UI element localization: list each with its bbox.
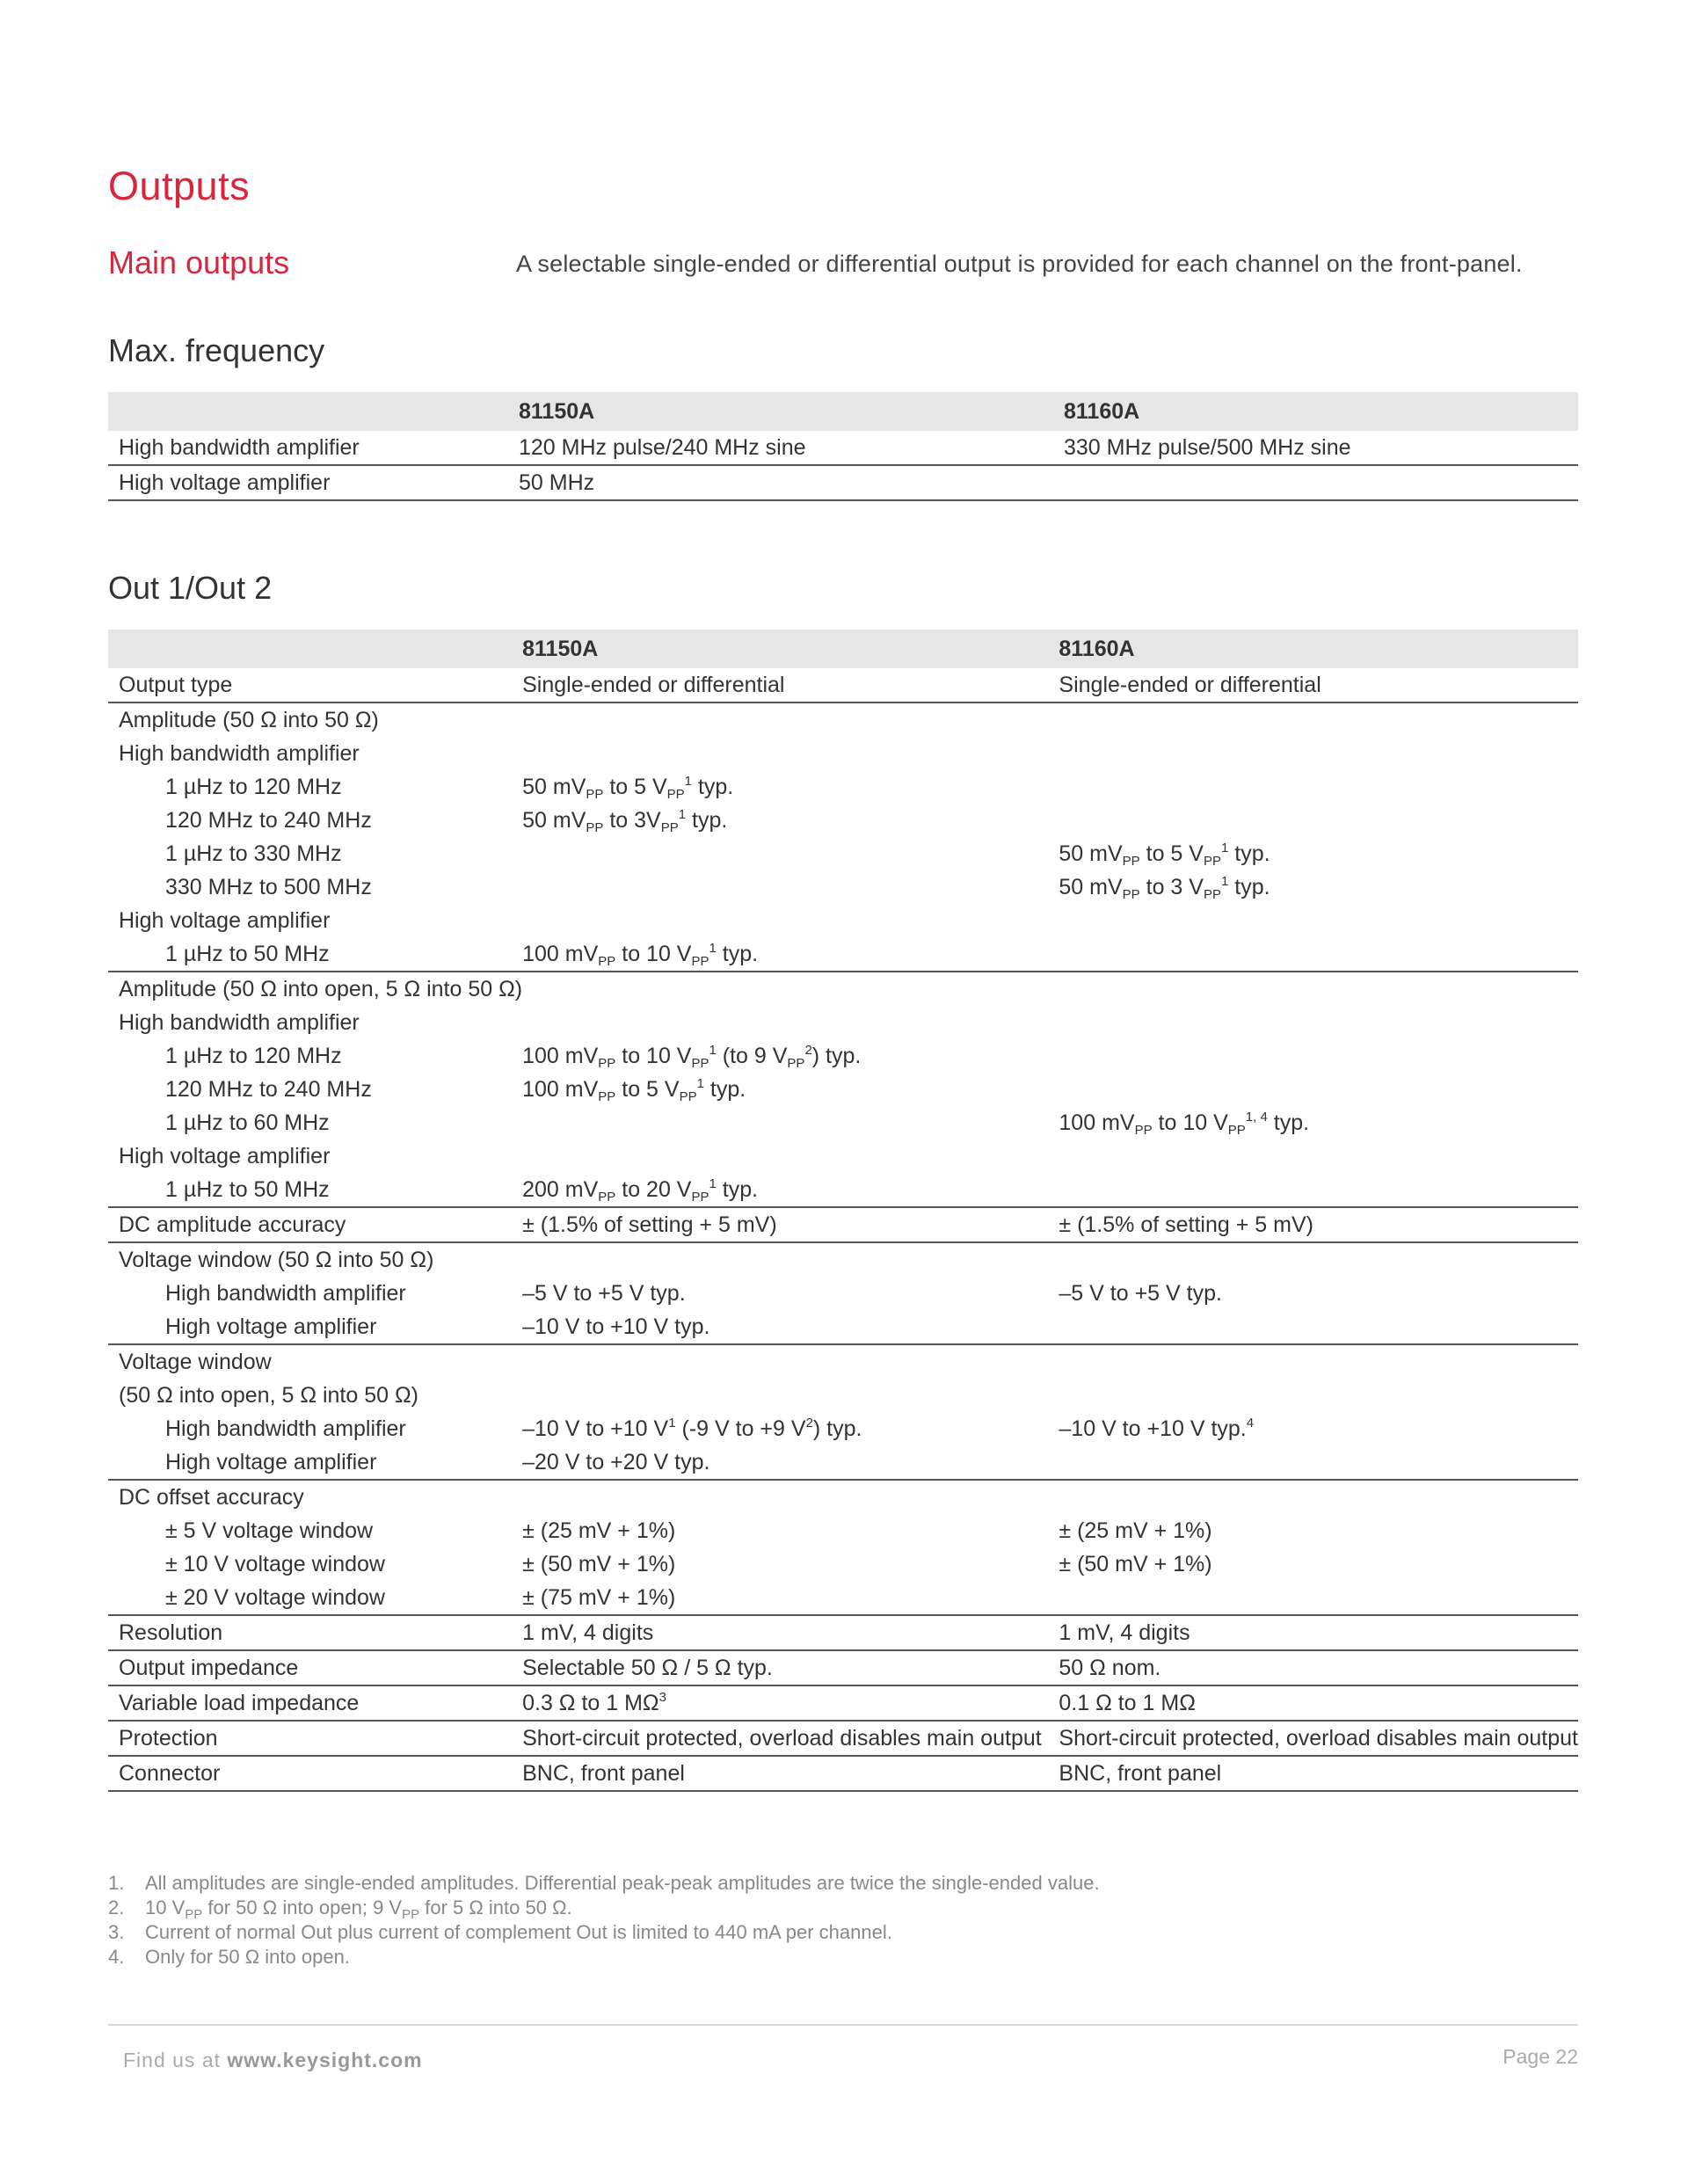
row-label: Connector xyxy=(119,1761,221,1786)
table-row-voltage-window-50 xyxy=(108,1242,1578,1344)
row-label: High voltage amplifier xyxy=(119,470,331,495)
footnote: 4. Only for 50 Ω into open. xyxy=(108,1946,350,1968)
sub-label: 1 µHz to 120 MHz xyxy=(165,775,342,799)
cell-81150a: ± (75 mV + 1%) xyxy=(522,1585,676,1610)
row-label: Output impedance xyxy=(119,1656,299,1680)
page-number: Page 22 xyxy=(1502,2045,1578,2068)
sub-label: High bandwidth amplifier xyxy=(165,1281,406,1306)
sub-label: 1 µHz to 330 MHz xyxy=(165,841,342,866)
header-cell: 81160A xyxy=(1064,392,1578,431)
sub-label: ± 5 V voltage window xyxy=(165,1518,374,1543)
cell-81160a: 1 mV, 4 digits xyxy=(1059,1620,1190,1645)
row-label: Amplitude (50 Ω into 50 Ω) xyxy=(119,708,379,732)
cell-81150a: 50 MHz xyxy=(519,470,595,495)
row-label: High bandwidth amplifier xyxy=(119,435,360,460)
row-label: Variable load impedance xyxy=(119,1691,360,1715)
sub-label: ± 10 V voltage window xyxy=(165,1552,385,1576)
table-row-voltage-window-open xyxy=(108,1344,1578,1480)
section-heading: Main outputs xyxy=(108,244,290,280)
cell-81150a: 200 $mV_{PP}$ to 20 $V_{PP}^1$ typ. xyxy=(522,1176,759,1205)
sub-label: 120 MHz to 240 MHz xyxy=(165,808,372,833)
cell-81150a: 100 $mV_{PP}$ to 5 $V_{PP}^1$ typ. xyxy=(522,1076,746,1104)
row-label: DC offset accuracy xyxy=(119,1485,304,1510)
footnote: 1. All amplitudes are single-ended amplitudes. Differential peak-peak amplitudes are twice the single-ended value. xyxy=(108,1872,1100,1894)
row-label: Resolution xyxy=(119,1620,223,1645)
cell-81150a: BNC, front panel xyxy=(522,1761,685,1786)
cell-81150a: Single-ended or differential xyxy=(522,673,785,697)
footnotes xyxy=(108,1871,1100,1969)
cell-81160a: 330 MHz pulse/500 MHz sine xyxy=(1064,435,1351,460)
header-cell xyxy=(108,630,522,668)
cell-81150a: –10 V to +10 V typ. xyxy=(522,1314,710,1339)
sub-label: High bandwidth amplifier xyxy=(165,1416,406,1441)
sub-label: High voltage amplifier xyxy=(165,1450,377,1474)
table-row-amplitude-open xyxy=(108,972,1578,1207)
cell-81160a: ± (1.5% of setting + 5 mV) xyxy=(1059,1212,1313,1237)
page-title: Outputs xyxy=(108,164,251,208)
table-row-output-type xyxy=(108,668,1578,703)
sub-label: 1 µHz to 120 MHz xyxy=(165,1044,342,1068)
out12-heading: Out 1/Out 2 xyxy=(108,570,273,606)
cell-81160a: 50 $mV_{PP}$ to 3 $V_{PP}^1$ typ. xyxy=(1059,874,1270,902)
cell-81150a: 100 $mV_{PP}$ to 10 $V_{PP}^1$ (to 9 $V_{PP}^2$) typ. xyxy=(522,1043,862,1071)
table-header xyxy=(108,630,1578,668)
footnote: 3. Current of normal Out plus current of complement Out is limited to 440 mA per channel. xyxy=(108,1921,892,1943)
cell-81150a: ± (25 mV + 1%) xyxy=(522,1518,676,1543)
table-row-amplitude-50 xyxy=(108,703,1578,972)
sub-label: 1 µHz to 60 MHz xyxy=(165,1110,330,1135)
table-row-connector xyxy=(108,1756,1578,1791)
table-row-dc-offset-accuracy xyxy=(108,1480,1578,1615)
cell-81160a: –10 V to +10 V typ.$^4$ xyxy=(1059,1416,1255,1441)
cell-81150a: 100 $mV_{PP}$ to 10 $V_{PP}^1$ typ. xyxy=(522,941,759,969)
cell-81150a: 50 $mV_{PP}$ to 5 $V_{PP}^1$ typ. xyxy=(522,774,734,802)
cell-81150a: Short-circuit protected, overload disables main output xyxy=(522,1726,1042,1751)
cell-81160a: ± (25 mV + 1%) xyxy=(1059,1518,1212,1543)
max-frequency-heading: Max. frequency xyxy=(108,332,325,368)
footnote: 2. 10 $V_{PP}$ for 50 Ω into open; 9 $V_{PP}$ for 5 Ω into 50 Ω. xyxy=(108,1896,572,1922)
table-row-dc-amplitude-accuracy xyxy=(108,1207,1578,1242)
sub-label: High voltage amplifier xyxy=(119,1144,331,1168)
cell-81160a: ± (50 mV + 1%) xyxy=(1059,1552,1212,1576)
header-cell: 81160A xyxy=(1059,630,1578,668)
cell-81150a: ± (1.5% of setting + 5 mV) xyxy=(522,1212,777,1237)
table-row xyxy=(108,431,1578,465)
cell-81150a: ± (50 mV + 1%) xyxy=(522,1552,676,1576)
sub-label: High bandwidth amplifier xyxy=(119,1010,360,1035)
footer-divider xyxy=(108,2024,1578,2026)
row-label: DC amplitude accuracy xyxy=(119,1212,346,1237)
cell-81160a: 50 Ω nom. xyxy=(1059,1656,1161,1680)
cell-81160a: Short-circuit protected, overload disables main output xyxy=(1059,1726,1578,1751)
row-label: Voltage window xyxy=(119,1350,272,1374)
cell-81150a: –5 V to +5 V typ. xyxy=(522,1281,686,1306)
footer-find-us: Find us at www.keysight.com xyxy=(123,2049,423,2071)
sub-label: 1 µHz to 50 MHz xyxy=(165,942,330,966)
table-header xyxy=(108,392,1578,431)
footer-url-link[interactable]: www.keysight.com xyxy=(227,2049,423,2071)
sub-label: 120 MHz to 240 MHz xyxy=(165,1077,372,1102)
cell-81160a xyxy=(1064,466,1578,499)
cell-81150a: –10 V to +10 $V^1$ (-9 V to +9 $V^2$) typ. xyxy=(522,1416,862,1441)
sub-label: High voltage amplifier xyxy=(119,908,331,933)
table-row-variable-load-impedance xyxy=(108,1685,1578,1721)
cell-81160a: 50 $mV_{PP}$ to 5 $V_{PP}^1$ typ. xyxy=(1059,841,1270,869)
section-description: A selectable single-ended or differential output is provided for each channel on the front-panel. xyxy=(516,251,1523,277)
cell-81160a: 0.1 Ω to 1 MΩ xyxy=(1059,1691,1196,1715)
row-label: Output type xyxy=(119,673,233,697)
cell-81150a: 120 MHz pulse/240 MHz sine xyxy=(519,435,806,460)
sub-label: ± 20 V voltage window xyxy=(165,1585,385,1610)
row-label: Voltage window (50 Ω into 50 Ω) xyxy=(119,1248,434,1272)
cell-81160a: 100 $mV_{PP}$ to 10 $V_{PP}^{1, 4}$ typ. xyxy=(1059,1110,1310,1138)
cell-81160a: Single-ended or differential xyxy=(1059,673,1321,697)
cell-81150a: Selectable 50 Ω / 5 Ω typ. xyxy=(522,1656,773,1680)
cell-81150a: 50 $mV_{PP}$ to $3V_{PP}^1$ typ. xyxy=(522,807,728,835)
cell-81150a: 1 mV, 4 digits xyxy=(522,1620,654,1645)
sub-label: 1 µHz to 50 MHz xyxy=(165,1177,330,1202)
max-frequency-table xyxy=(108,392,1578,501)
sub-label: 330 MHz to 500 MHz xyxy=(165,875,372,899)
table-row xyxy=(108,465,1578,500)
row-label: Protection xyxy=(119,1726,218,1751)
cell-81160a: –5 V to +5 V typ. xyxy=(1059,1281,1222,1306)
sub-label: High voltage amplifier xyxy=(165,1314,377,1339)
sub-label: High bandwidth amplifier xyxy=(119,741,360,766)
cell-81160a: BNC, front panel xyxy=(1059,1761,1222,1786)
table-row-output-impedance xyxy=(108,1650,1578,1685)
header-cell: 81150A xyxy=(519,392,1064,431)
cell-81150a: 0.3 Ω to 1 $M\Omega^3$ xyxy=(522,1690,666,1715)
header-cell xyxy=(108,392,519,431)
table-row-protection xyxy=(108,1721,1578,1756)
out12-table xyxy=(108,630,1578,1792)
row-label: Amplitude (50 Ω into open, 5 Ω into 50 Ω) xyxy=(119,977,523,1001)
header-cell: 81150A xyxy=(522,630,1059,668)
cell-81150a: –20 V to +20 V typ. xyxy=(522,1450,710,1474)
row-label: (50 Ω into open, 5 Ω into 50 Ω) xyxy=(119,1383,418,1408)
table-row-resolution xyxy=(108,1615,1578,1650)
